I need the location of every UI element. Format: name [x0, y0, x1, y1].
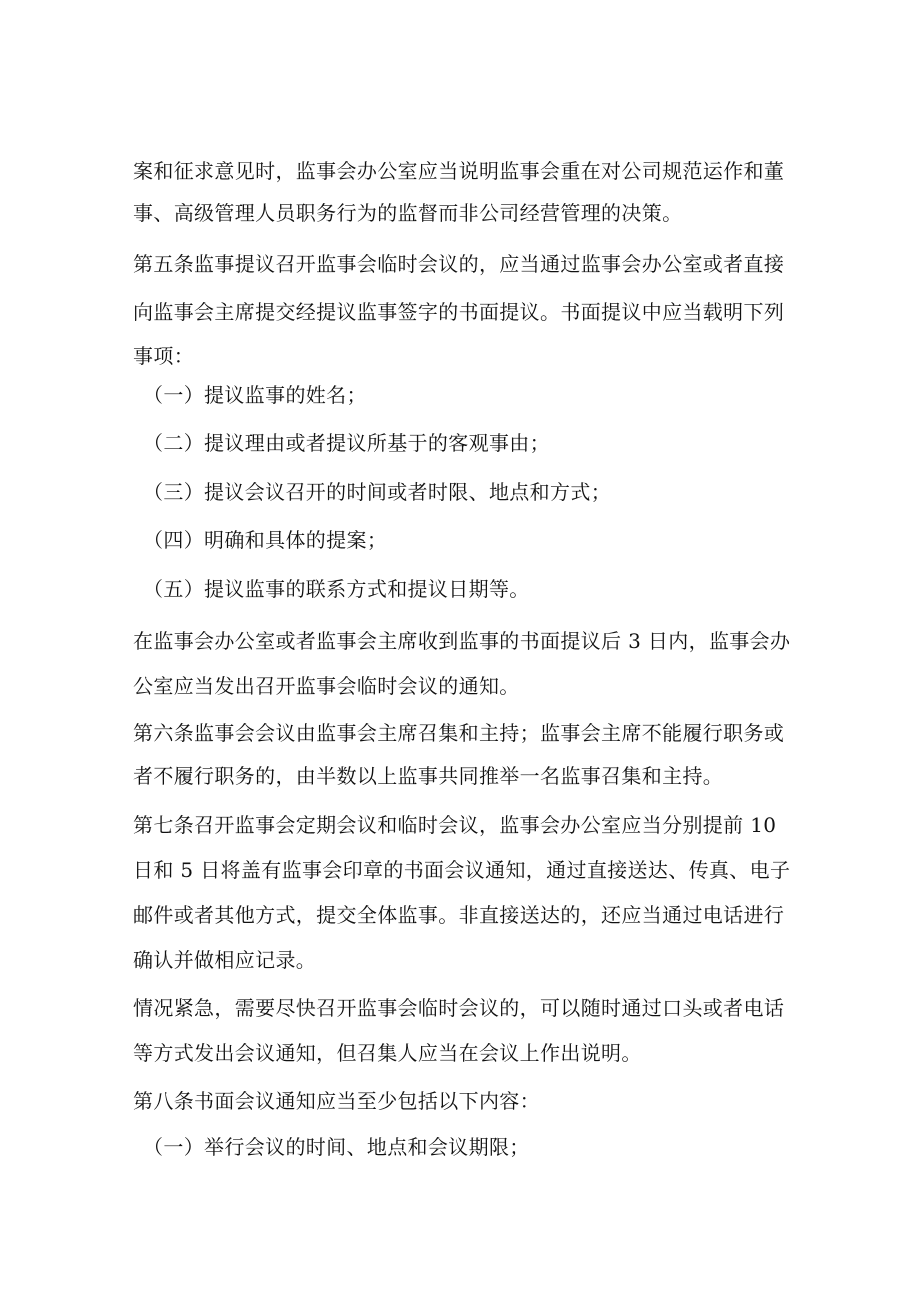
paragraph-line: 第五条监事提议召开监事会临时会议的，应当通过监事会办公室或者直接: [133, 252, 785, 276]
paragraph-line: 日和 5 日将盖有监事会印章的书面会议通知，通过直接送达、传真、电子: [133, 858, 791, 882]
paragraph-line: 情况紧急，需要尽快召开监事会临时会议的，可以随时通过口头或者电话: [133, 996, 785, 1020]
list-item: （一）提议监事的姓名；: [143, 383, 367, 407]
paragraph-line: 事、高级管理人员职务行为的监督而非公司经营管理的决策。: [133, 201, 683, 225]
list-item: （一）举行会议的时间、地点和会议期限；: [143, 1135, 530, 1159]
list-item: （五）提议监事的联系方式和提议日期等。: [143, 577, 530, 601]
paragraph-line: 向监事会主席提交经提议监事签字的书面提议。书面提议中应当载明下列: [133, 300, 785, 324]
paragraph-line: 者不履行职务的，由半数以上监事共同推举一名监事召集和主持。: [133, 764, 724, 788]
paragraph-line: 确认并做相应记录。: [133, 948, 317, 972]
paragraph-line: 案和征求意见时，监事会办公室应当说明监事会重在对公司规范运作和董: [133, 159, 785, 183]
paragraph-line: 邮件或者其他方式，提交全体监事。非直接送达的，还应当通过电话进行: [133, 903, 785, 927]
list-item: （二）提议理由或者提议所基于的客观事由；: [143, 431, 550, 455]
paragraph-line: 事项：: [133, 344, 195, 368]
paragraph-line: 在监事会办公室或者监事会主席收到监事的书面提议后 3 日内，监事会办: [133, 629, 791, 653]
paragraph-line: 第七条召开监事会定期会议和临时会议，监事会办公室应当分别提前 10: [133, 813, 777, 837]
paragraph-line: 第八条书面会议通知应当至少包括以下内容：: [133, 1089, 540, 1113]
paragraph-line: 第六条监事会会议由监事会主席召集和主持；监事会主席不能履行职务或: [133, 721, 785, 745]
paragraph-line: 等方式发出会议通知，但召集人应当在会议上作出说明。: [133, 1041, 642, 1065]
paragraph-line: 公室应当发出召开监事会临时会议的通知。: [133, 674, 520, 698]
list-item: （三）提议会议召开的时间或者时限、地点和方式；: [143, 480, 612, 504]
list-item: （四）明确和具体的提案；: [143, 528, 388, 552]
